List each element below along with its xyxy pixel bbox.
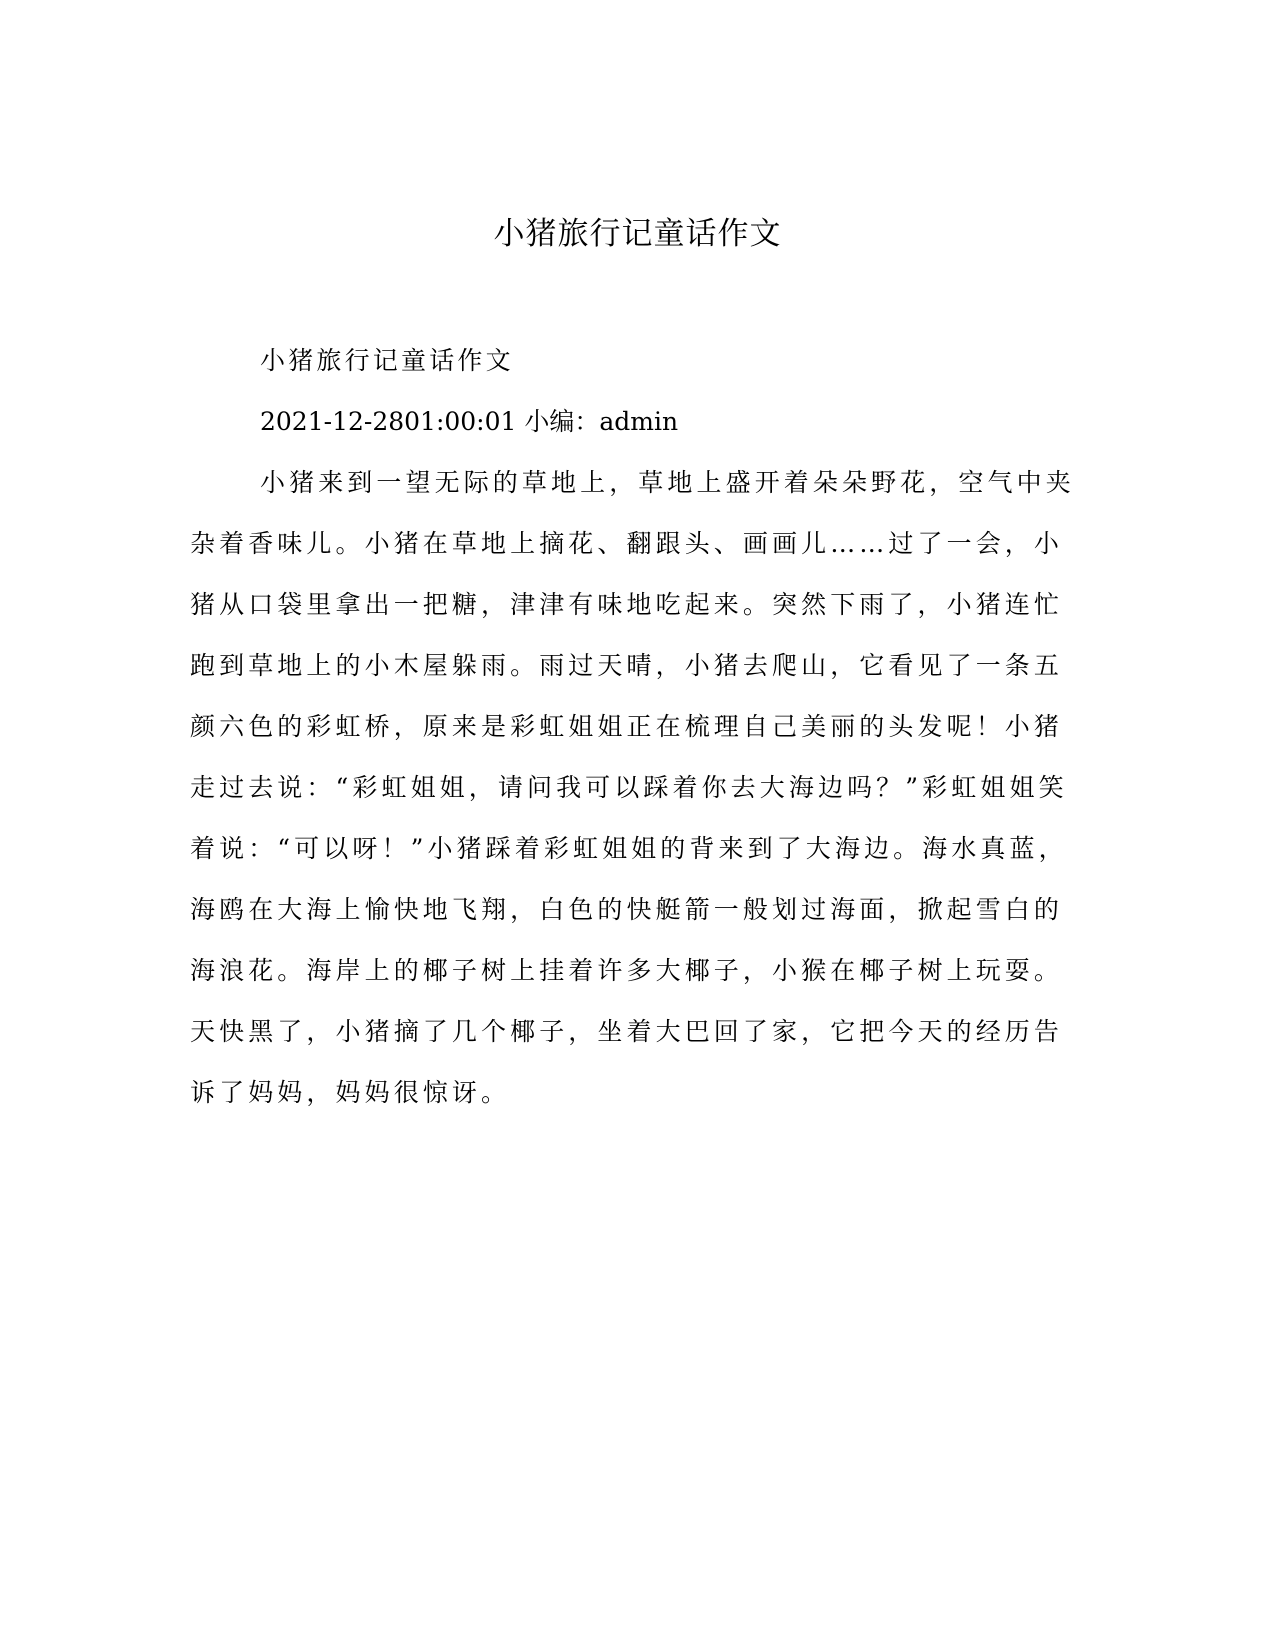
paragraph-line: 诉了妈妈，妈妈很惊讶。 <box>190 1078 511 1107</box>
paragraph-line: 杂着香味儿。小猪在草地上摘花、翻跟头、画画儿……过了一会，小 <box>190 529 1064 558</box>
paragraph-line: 天快黑了，小猪摘了几个椰子，坐着大巴回了家，它把今天的经历告 <box>190 1017 1064 1046</box>
document-title: 小猪旅行记童话作文 <box>493 216 782 252</box>
paragraph-line: 猪从口袋里拿出一把糖，津津有味地吃起来。突然下雨了，小猪连忙 <box>190 590 1064 619</box>
article-paragraph <box>190 452 1090 1123</box>
paragraph-line: 海鸥在大海上愉快地飞翔，白色的快艇箭一般划过海面，掀起雪白的 <box>190 895 1064 924</box>
document-body <box>190 330 1090 1123</box>
article-subtitle: 小猪旅行记童话作文 <box>260 346 514 375</box>
paragraph-line: 跑到草地上的小木屋躲雨。雨过天晴，小猪去爬山，它看见了一条五 <box>190 651 1064 680</box>
article-meta: 2021-12-2801:00:01 小编：admin <box>260 407 679 436</box>
paragraph-line: 着说：“可以呀！”小猪踩着彩虹姐姐的背来到了大海边。海水真蓝， <box>190 834 1068 863</box>
paragraph-line: 颜六色的彩虹桥，原来是彩虹姐姐正在梳理自己美丽的头发呢！小猪 <box>190 712 1064 741</box>
paragraph-line: 走过去说：“彩虹姐姐，请问我可以踩着你去大海边吗？”彩虹姐姐笑 <box>190 773 1068 802</box>
paragraph-line: 小猪来到一望无际的草地上，草地上盛开着朵朵野花，空气中夹 <box>260 468 1075 497</box>
paragraph-line: 海浪花。海岸上的椰子树上挂着许多大椰子，小猴在椰子树上玩耍。 <box>190 956 1064 985</box>
